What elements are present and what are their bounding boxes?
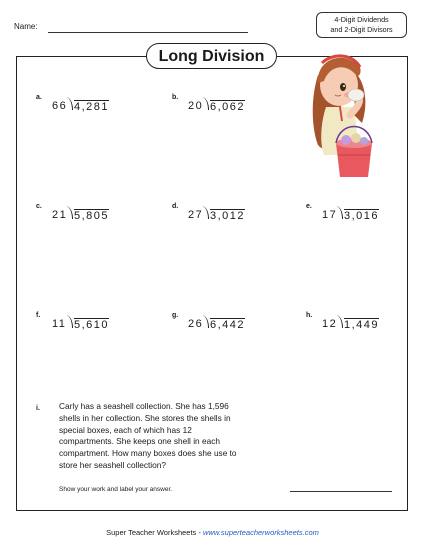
dividend: 5,805 bbox=[74, 210, 110, 222]
footer-brand: Super Teacher Worksheets - bbox=[106, 528, 203, 537]
problem-label: f. bbox=[36, 312, 41, 319]
divisor: 11 bbox=[52, 318, 67, 330]
divisor: 26 bbox=[188, 318, 204, 330]
footer-link[interactable]: www.superteacherworksheets.com bbox=[202, 528, 319, 537]
show-work-instruction: Show your work and label your answer. bbox=[59, 486, 173, 493]
topic-line-2: and 2-Digit Divisors bbox=[330, 25, 393, 34]
problem-label: a. bbox=[36, 94, 42, 101]
problem-label: e. bbox=[306, 203, 312, 210]
divisor: 17 bbox=[322, 209, 338, 221]
divisor: 21 bbox=[52, 209, 68, 221]
word-problem-label: i. bbox=[36, 405, 40, 412]
dividend: 3,016 bbox=[344, 210, 380, 222]
page-title: Long Division bbox=[146, 43, 277, 69]
answer-line[interactable] bbox=[290, 491, 392, 492]
problem-label: g. bbox=[172, 312, 179, 319]
problem-label: h. bbox=[306, 312, 313, 319]
dividend: 1,449 bbox=[344, 319, 380, 331]
dividend: 3,012 bbox=[210, 210, 246, 222]
word-problem-text: Carly has a seashell collection. She has 1,596 shells in her collection. She stores the shells in special boxes, each of which has 12 compartments. She keeps one shell in each compartment. How many boxes does she use to store her seashell collection? bbox=[59, 401, 237, 470]
topic-line-1: 4-Digit Dividends bbox=[334, 15, 389, 24]
name-label: Name: bbox=[14, 22, 38, 31]
divisor: 66 bbox=[52, 100, 68, 112]
divisor: 27 bbox=[188, 209, 204, 221]
girl-with-shell-bucket-illustration bbox=[296, 45, 396, 185]
dividend: 4,281 bbox=[74, 101, 110, 113]
dividend: 6,062 bbox=[210, 101, 246, 113]
problem-label: d. bbox=[172, 203, 179, 210]
problem-label: b. bbox=[172, 94, 179, 101]
divisor: 20 bbox=[188, 100, 204, 112]
dividend: 6,442 bbox=[210, 319, 246, 331]
topic-box bbox=[316, 12, 407, 38]
footer bbox=[0, 528, 425, 537]
name-line[interactable] bbox=[48, 32, 248, 33]
divisor: 12 bbox=[322, 318, 338, 330]
problem-label: c. bbox=[36, 203, 42, 210]
dividend: 5,610 bbox=[74, 319, 110, 331]
